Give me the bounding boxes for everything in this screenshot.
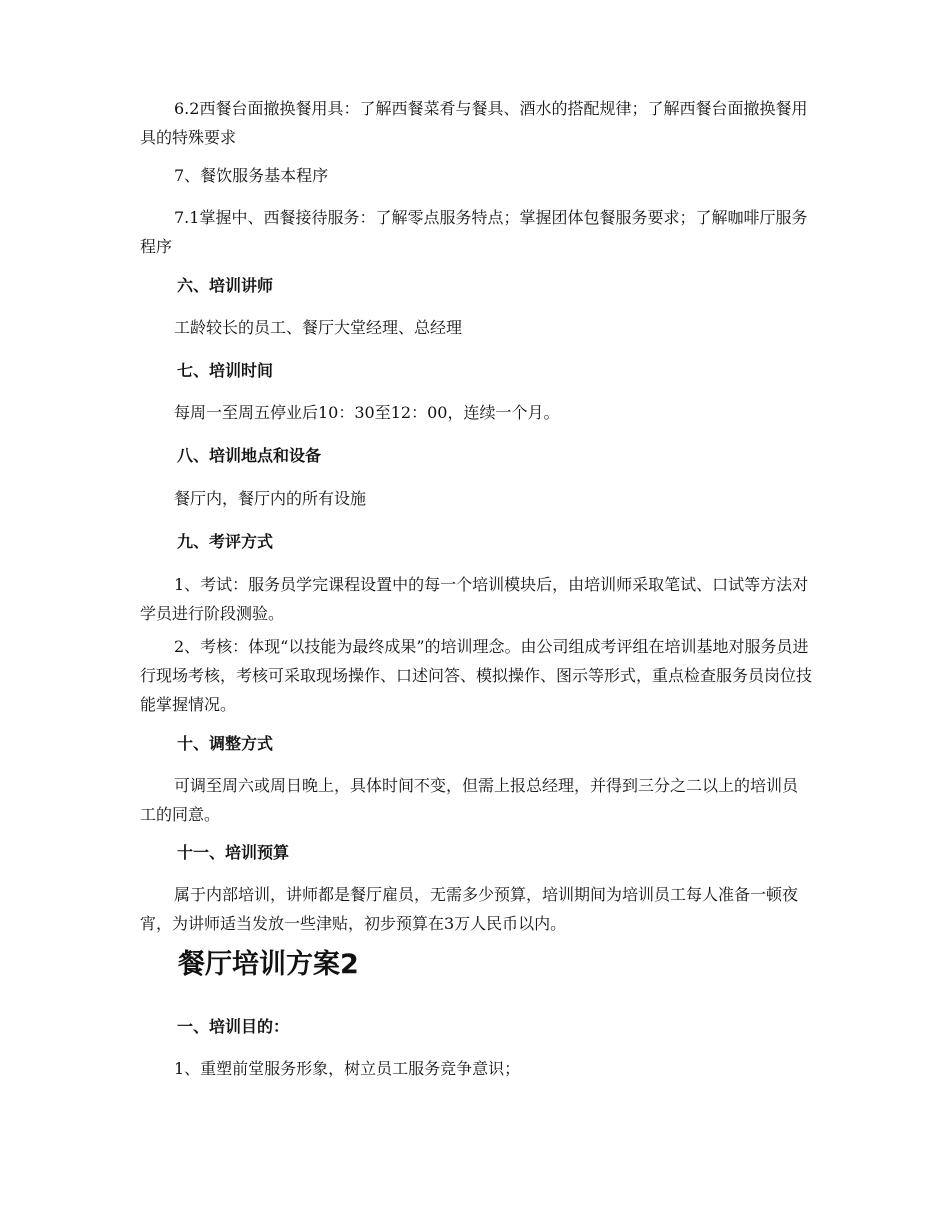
- paragraph: 属于内部培训，讲师都是餐厅雇员，无需多少预算，培训期间为培训员工每人准备一顿夜宵，为讲师适当发放一些津贴，初步预算在3万人民币以内。: [140, 885, 799, 933]
- section-heading: 十一、培训预算: [177, 843, 290, 862]
- section-heading: 十、调整方式: [177, 734, 274, 753]
- section-heading: 一、培训目的：: [177, 1017, 290, 1036]
- section-heading: 六、培训讲师: [177, 276, 274, 295]
- paragraph: 1、考试：服务员学完课程设置中的每一个培训模块后，由培训师采取笔试、口试等方法对学员进行阶段测验。: [140, 575, 809, 623]
- section-heading: 七、培训时间: [177, 361, 274, 380]
- section-heading: 九、考评方式: [177, 532, 274, 551]
- paragraph: 6.2西餐台面撤换餐用具：了解西餐菜肴与餐具、酒水的搭配规律；了解西餐台面撤换餐用具的特殊要求: [140, 99, 808, 147]
- paragraph: 2、考核：体现“以技能为最终成果”的培训理念。由公司组成考评组在培训基地对服务员进行现场考核，考核可采取现场操作、口述问答、模拟操作、图示等形式，重点检查服务员岗位技能掌握情况。: [140, 637, 813, 714]
- paragraph: 可调至周六或周日晚上，具体时间不变，但需上报总经理，并得到三分之二以上的培训员工的同意。: [140, 776, 799, 824]
- paragraph: 工龄较长的员工、餐厅大堂经理、总经理: [174, 318, 463, 337]
- paragraph: 7、餐饮服务基本程序: [174, 166, 329, 185]
- paragraph: 1、重塑前堂服务形象，树立员工服务竞争意识；: [174, 1059, 521, 1078]
- paragraph: 7.1掌握中、西餐接待服务：了解零点服务特点；掌握团体包餐服务要求；了解咖啡厅服务程序: [140, 208, 808, 256]
- section-heading: 八、培训地点和设备: [177, 446, 322, 465]
- paragraph: 每周一至周五停业后10：30至12：00，连续一个月。: [174, 403, 560, 422]
- document-title: 餐厅培训方案2: [178, 949, 359, 980]
- paragraph: 餐厅内，餐厅内的所有设施: [174, 489, 367, 508]
